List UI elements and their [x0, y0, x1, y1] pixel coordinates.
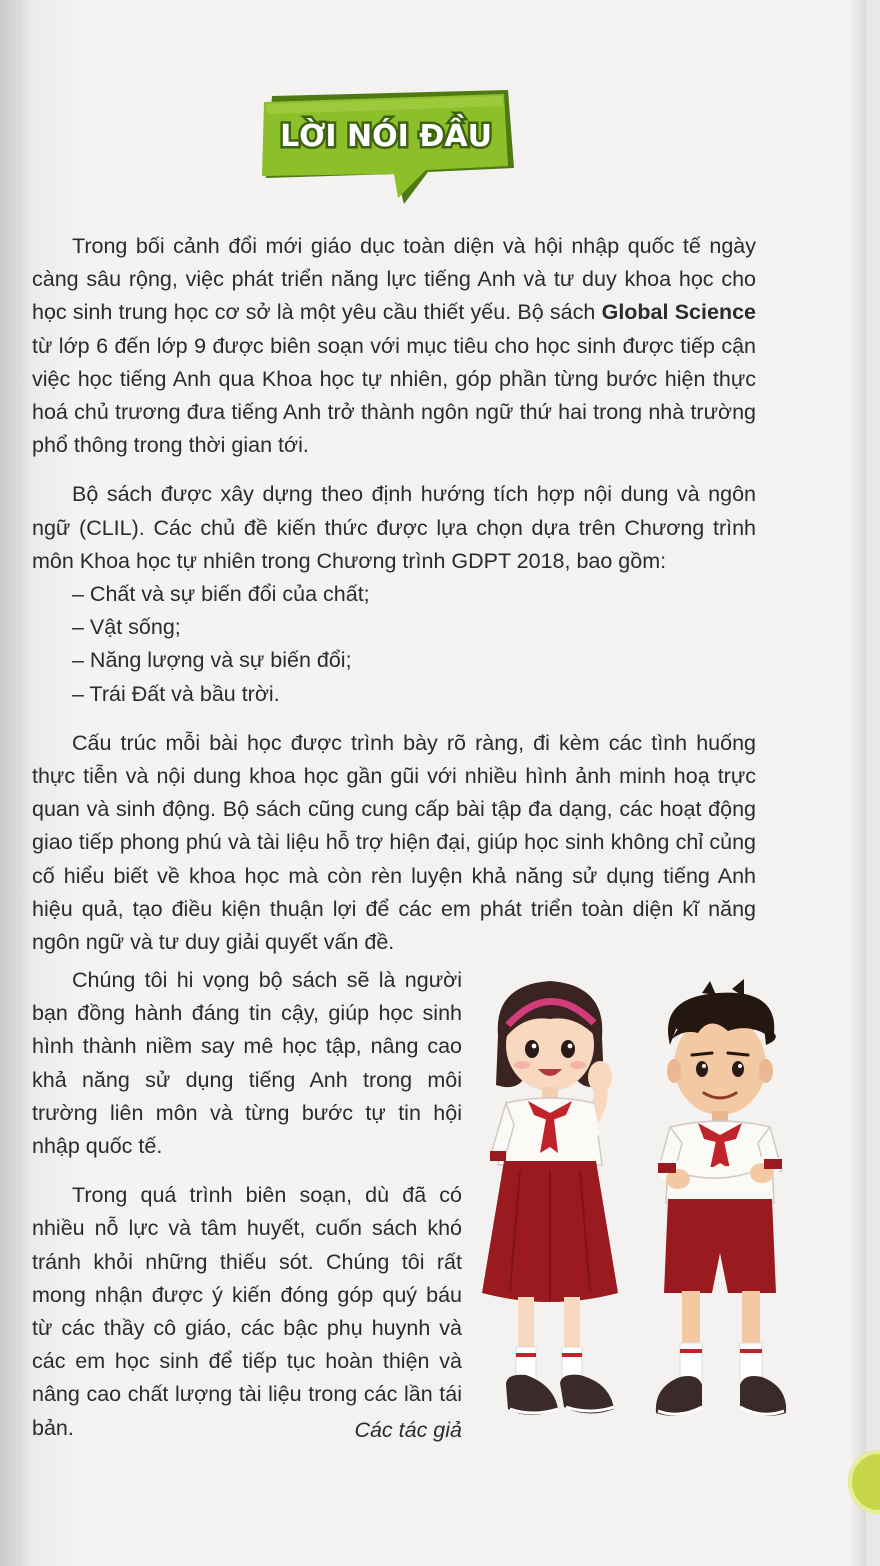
- students-illustration: [480, 975, 820, 1465]
- paragraph-hope: Chúng tôi hi vọng bộ sách sẽ là người bạn đồng hành đáng tin cậy, giúp học sinh hình thành niềm say mê học tập, nâng cao khả năng sử dụng tiếng Anh trong môi trường liên môn và từng bước tự tin hội nhập quốc tế.: [32, 968, 462, 1159]
- topic-list-item: – Trái Đất và bầu trời.: [72, 681, 280, 706]
- paragraph-intro-start: Trong bối cảnh đổi mới giáo dục toàn diện và hội nhập quốc tế ngày càng sâu rộng, việc phát triển năng lực tiếng Anh và tư duy khoa học cho học sinh trung học cơ sở là một yêu cầu thiết yếu. Bộ sách: [32, 234, 756, 325]
- signature: Các tác giả: [354, 1418, 462, 1442]
- topic-list-item: – Năng lượng và sự biến đổi;: [72, 648, 352, 673]
- preface-closing: [32, 964, 462, 1461]
- girl-illustration: [482, 981, 618, 1415]
- paragraph-structure: Cấu trúc mỗi bài học được trình bày rõ ràng, đi kèm các tình huống thực tiễn và nội dung khoa học gần gũi với nhiều hình ảnh minh hoạ trực quan và sinh động. Bộ sách cũng cung cấp bài tập đa dạng, các hoạt động giao tiếp phong phú và tài liệu hỗ trợ hiện đại, giúp học sinh không chỉ củng cố hiểu biết về khoa học mà còn rèn luyện khả năng sử dụng tiếng Anh hiệu quả, tạo điều kiện thuận lợi để các em phát triển toàn diện kĩ năng ngôn ngữ và tư duy giải quyết vấn đề.: [32, 730, 756, 955]
- book-series-name: Global Science: [601, 300, 756, 325]
- page-edge: [852, 0, 866, 1566]
- preface-body: [32, 230, 756, 959]
- paragraph-clil: Bộ sách được xây dựng theo định hướng tích hợp nội dung và ngôn ngữ (CLIL). Các chủ đề kiến thức được lựa chọn dựa trên Chương trình môn Khoa học tự nhiên trong Chương trình GDPT 2018, bao gồm:: [32, 482, 756, 573]
- title-badge: [258, 86, 520, 206]
- topic-list-item: – Vật sống;: [72, 615, 181, 640]
- paragraph-intro: [32, 230, 756, 462]
- topic-list: [32, 578, 756, 711]
- paragraph-feedback: Trong quá trình biên soạn, dù đã có nhiều nỗ lực và tâm huyết, cuốn sách khó tránh khỏi những thiếu sót. Chúng tôi rất mong nhận được ý kiến đóng góp quý báu từ các thầy cô giáo, các bậc phụ huynh và các em học sinh để tiếp tục hoàn thiện và nâng cao chất lượng tài liệu trong các lần tái bản.: [32, 1183, 462, 1440]
- boy-illustration: [656, 979, 786, 1416]
- book-spine-shadow: [0, 0, 18, 1566]
- topic-list-item: – Chất và sự biến đổi của chất;: [72, 582, 370, 607]
- page-title: LỜI NÓI ĐẦU: [280, 119, 492, 154]
- paragraph-intro-end: từ lớp 6 đến lớp 9 được biên soạn với mục tiêu cho học sinh được tiếp cận việc học tiếng Anh qua Khoa học tự nhiên, góp phần từng bước hiện thực hoá chủ trương đưa tiếng Anh trở thành ngôn ngữ thứ hai trong nhà trường phổ thông trong thời gian tới.: [32, 333, 756, 458]
